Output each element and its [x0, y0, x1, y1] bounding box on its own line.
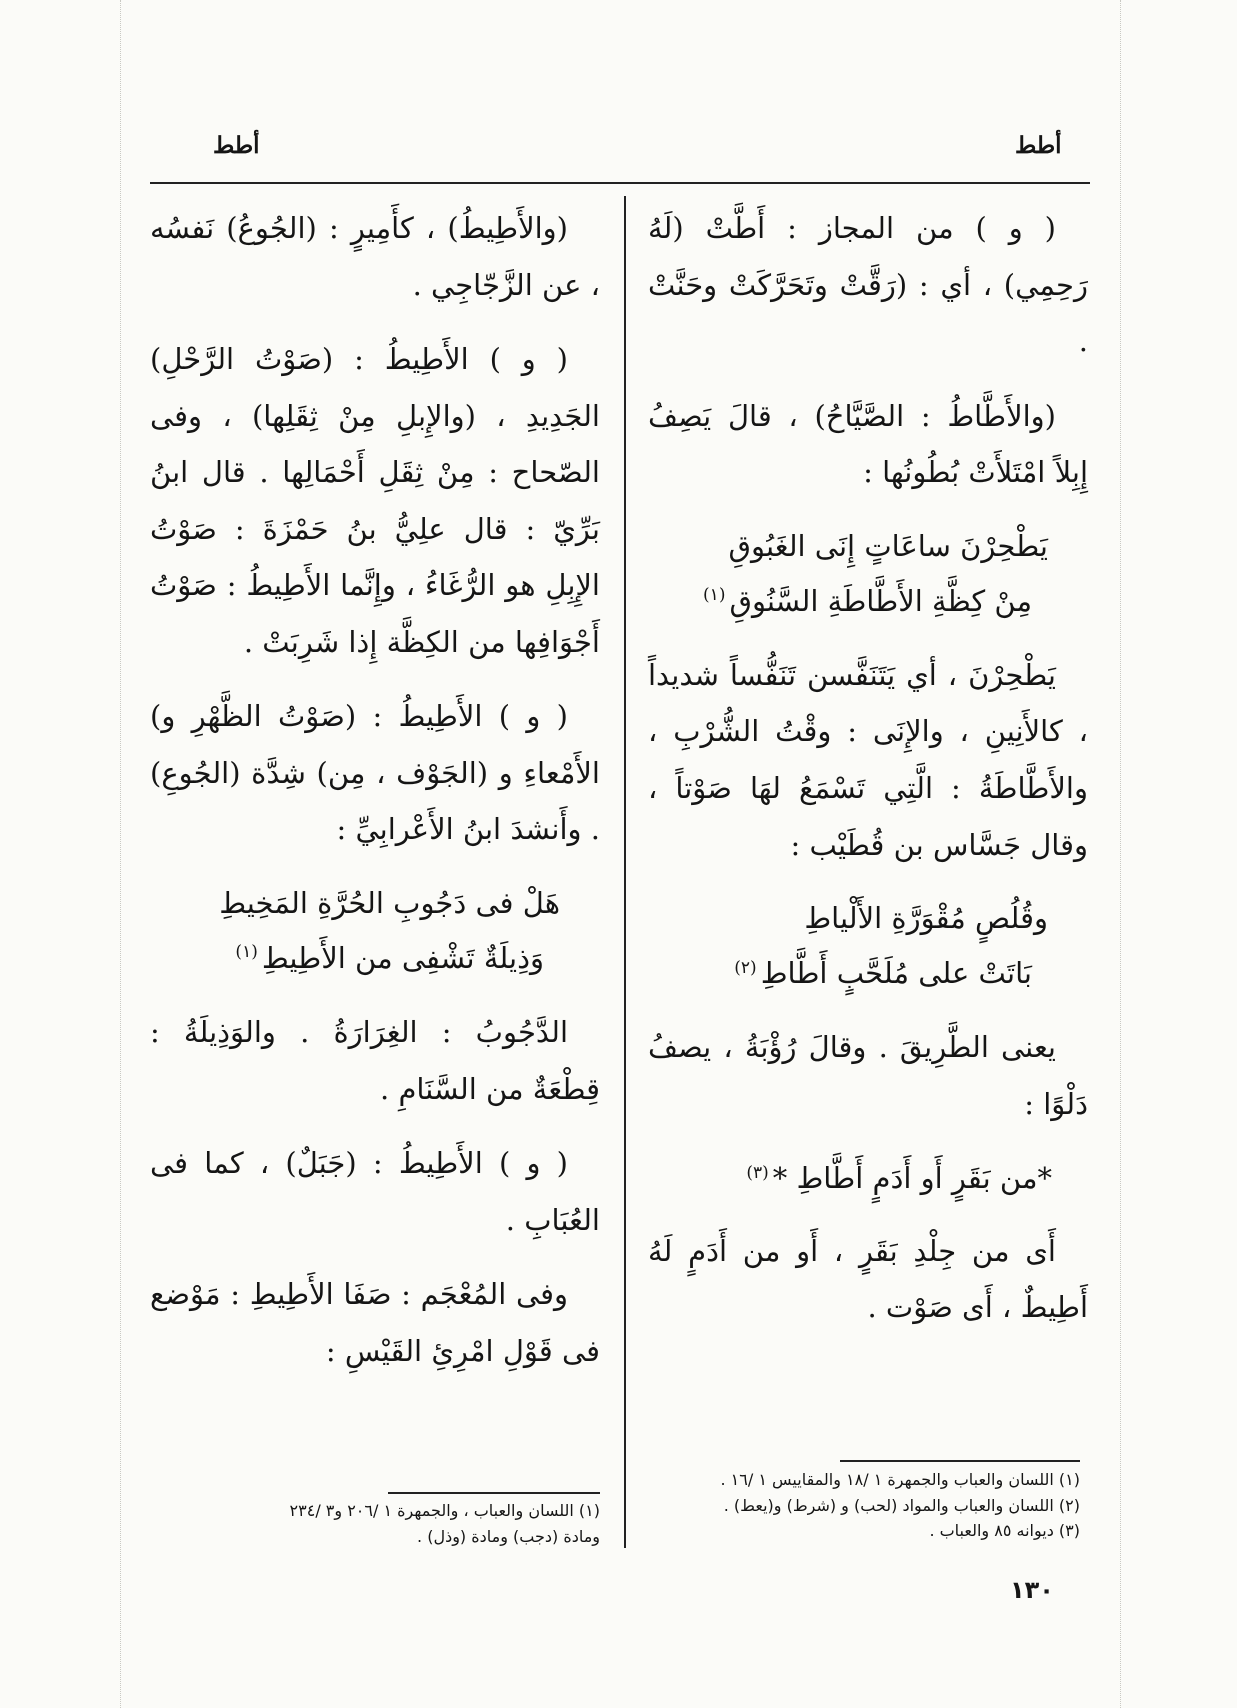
footnotes-right	[660, 1467, 1080, 1544]
verse-line: يَطْحِرْنَ ساعَاتٍ إِنَى الغَبُوقِ	[728, 528, 1048, 563]
footnote: ومادة (دجب) ومادة (وذل) .	[417, 1526, 600, 1546]
footnotes-left	[150, 1498, 600, 1549]
footnote: (١) اللسان والعباب والجمهرة ١ /١٨ والمقاييس ١ /١٦ .	[720, 1470, 1080, 1489]
verse-block	[648, 891, 1088, 1001]
scan-dotted-line	[1120, 0, 1121, 1708]
footnote: (٢) اللسان والعباب والمواد (لحب) و (شرط) و(يعط) .	[723, 1495, 1080, 1515]
verse-block	[150, 876, 600, 986]
verse-line	[648, 946, 1048, 1001]
left-column	[150, 200, 600, 1397]
entry-paragraph: يعنى الطَّرِيقَ . وقالَ رُؤْبَةُ ، يصفُ دَلْوًا :	[648, 1030, 1088, 1121]
entry-paragraph: ( و ) الأَطِيطُ : (صَوْتُ الظَّهْرِ و) الأَمْعاءِ و (الجَوْف ، مِن) شِدَّة (الجُوعِ) . وأَنشدَ ابنُ الأَعْرابِيِّ :	[150, 699, 600, 847]
verse-line-text: مِنْ كِظَّةِ الأَطَّاطَةِ السَّنُوقِ	[729, 583, 1032, 618]
verse-line: هَلْ فى دَجُوبِ الحُرَّةِ المَخِيطِ	[219, 886, 560, 921]
footnote-rule	[388, 1492, 600, 1494]
entry-paragraph: الدَّجُوبُ : الغِرَارَةُ . والوَذِيلَةُ : قِطْعَةٌ من السَّنَامِ .	[150, 1015, 600, 1106]
verse-line-text: بَاتَتْ على مُلَحَّبٍ أَطَّاطِ	[760, 956, 1032, 991]
footnote-rule	[840, 1460, 1080, 1462]
footnote-reference: (١)	[703, 585, 726, 606]
entry-paragraph: ( و ) الأَطِيطُ : (جَبَلٌ) ، كما فى العُبَابِ .	[150, 1146, 600, 1237]
footnote-reference: (١)	[235, 942, 258, 963]
running-header-right: أطط	[1015, 132, 1062, 159]
entry-paragraph: أَى من جِلْدِ بَقَرٍ ، أَو من أَدَمٍ لَهُ أَطِيطٌ ، أَى صَوْت .	[648, 1233, 1088, 1325]
footnote: (٣) ديوانه ٨٥ والعباب .	[929, 1521, 1080, 1541]
verse-line: وقُلُصٍ مُقْوَرَّةِ الأَلْياطِ	[804, 901, 1048, 936]
verse-block	[648, 1150, 1088, 1207]
running-header-left: أطط	[213, 132, 260, 159]
header-rule	[150, 182, 1090, 184]
entry-paragraph: يَطْحِرْنَ ، أي يَتَنَفَّسن تَنَفُّساً شديداً ، كالأَنِينِ ، والإِنَى : وقْتُ الشُّرْبِ ، والأَطَّاطَةُ : الَّتِي تَسْمَعُ لهَا صَوْتاً ، وقال جَسَّاس بن قُطَيْب :	[648, 657, 1088, 862]
verse-line-text: *من بَقَرٍ أَو أَدَمٍ أَطَّاطِ *	[772, 1161, 1052, 1196]
verse-line	[648, 574, 1048, 629]
footnote-reference: (٢)	[734, 957, 757, 978]
column-divider	[624, 196, 626, 1548]
scan-dotted-line	[120, 0, 121, 1708]
right-column	[648, 200, 1088, 1354]
entry-paragraph: ( و ) من المجاز : أَطَّتْ (لَهُ رَحِمِي) ، أي : (رَقَّتْ وتَحَرَّكَتْ وحَنَّتْ .	[648, 211, 1088, 359]
footnote: (١) اللسان والعباب ، والجمهرة ١ /٢٠٦ و٣ /٢٣٤	[289, 1501, 600, 1520]
entry-paragraph: وفى المُعْجَم : صَفَا الأَطِيطِ : مَوْضع فى قَوْلِ امْرِئِ القَيْسِ :	[150, 1277, 600, 1368]
page-number: ١٣٠	[1010, 1576, 1054, 1604]
entry-paragraph: ( و ) الأَطِيطُ : (صَوْتُ الرَّحْلِ) الجَدِيدِ ، (والإِبلِ مِنْ ثِقَلِها) ، وفى الصّحاح : مِنْ ثِقَلِ أَحْمَالِها . قال ابنُ بَرِّيّ : قال علِيُّ بنُ حَمْزَةَ : صَوْتُ الإِبِلِ هو الرُّغَاءُ ، وإِنَّما الأَطِيطُ : صَوْتُ أَجْوَافِها من الكِظَّة إِذا شَرِبَتْ .	[150, 342, 600, 659]
entry-paragraph: (والأَطِيطُ) ، كأَمِيرٍ : (الجُوعُ) نَفسُه ، عن الزَّجّاجِي .	[150, 211, 600, 302]
verse-block	[648, 519, 1088, 629]
verse-line	[150, 931, 560, 986]
verse-line-text: وَذِيلَةٌ تَشْفِى من الأَطِيطِ	[261, 941, 544, 976]
entry-paragraph: (والأَطَّاطُ : الصَّيَّاحُ) ، قالَ يَصِفُ إِبِلاً امْتَلأَتْ بُطُونُها :	[648, 398, 1088, 490]
footnote-reference: (٣)	[746, 1162, 769, 1183]
